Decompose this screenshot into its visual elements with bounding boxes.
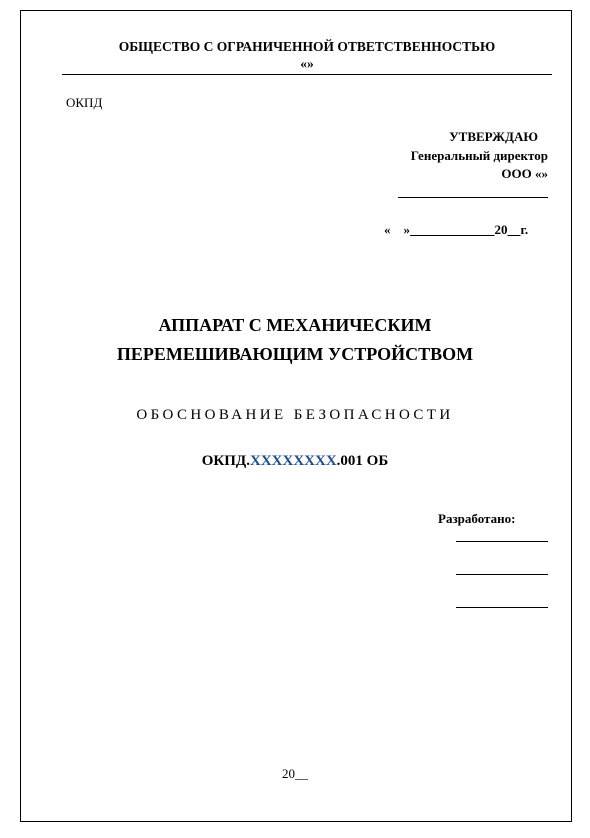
code-prefix: ОКПД.: [201, 453, 250, 469]
date-month-blank: [410, 222, 495, 237]
date-year-prefix: 20: [494, 222, 508, 237]
developed-label: Разработано:: [438, 511, 516, 526]
developer-signature-line-3: [456, 607, 548, 608]
approval-company: ООО «»: [501, 166, 548, 181]
code-suffix: .001 ОБ: [336, 453, 389, 469]
developer-signature-line-1: [456, 541, 548, 542]
developer-signature-line-2: [456, 574, 548, 575]
okpd-label: ОКПД: [66, 95, 103, 110]
header-rule: [62, 74, 552, 75]
footer-year: 20__: [282, 766, 308, 781]
document-code: [30, 453, 560, 470]
date-suffix: г.: [520, 222, 529, 237]
approval-heading: УТВЕРЖДАЮ: [449, 129, 538, 144]
approval-position: Генеральный директор: [410, 148, 548, 163]
signature-line: [398, 197, 548, 198]
document-title-line2: ПЕРЕМЕШИВАЮЩИМ УСТРОЙСТВОМ: [116, 344, 474, 364]
document-subtitle: ОБОСНОВАНИЕ БЕЗОПАСНОСТИ: [136, 407, 454, 423]
code-placeholder: XXXXXXXX: [250, 453, 337, 469]
document-title-line1: АППАРАТ С МЕХАНИЧЕСКИМ: [158, 315, 432, 335]
date-year-blank: [508, 222, 521, 237]
organization-name: ОБЩЕСТВО С ОГРАНИЧЕННОЙ ОТВЕТСТВЕННОСТЬЮ: [118, 39, 496, 54]
approval-date: [384, 222, 528, 238]
date-quotes: « »: [384, 222, 410, 237]
organization-quotes: «»: [300, 56, 314, 71]
